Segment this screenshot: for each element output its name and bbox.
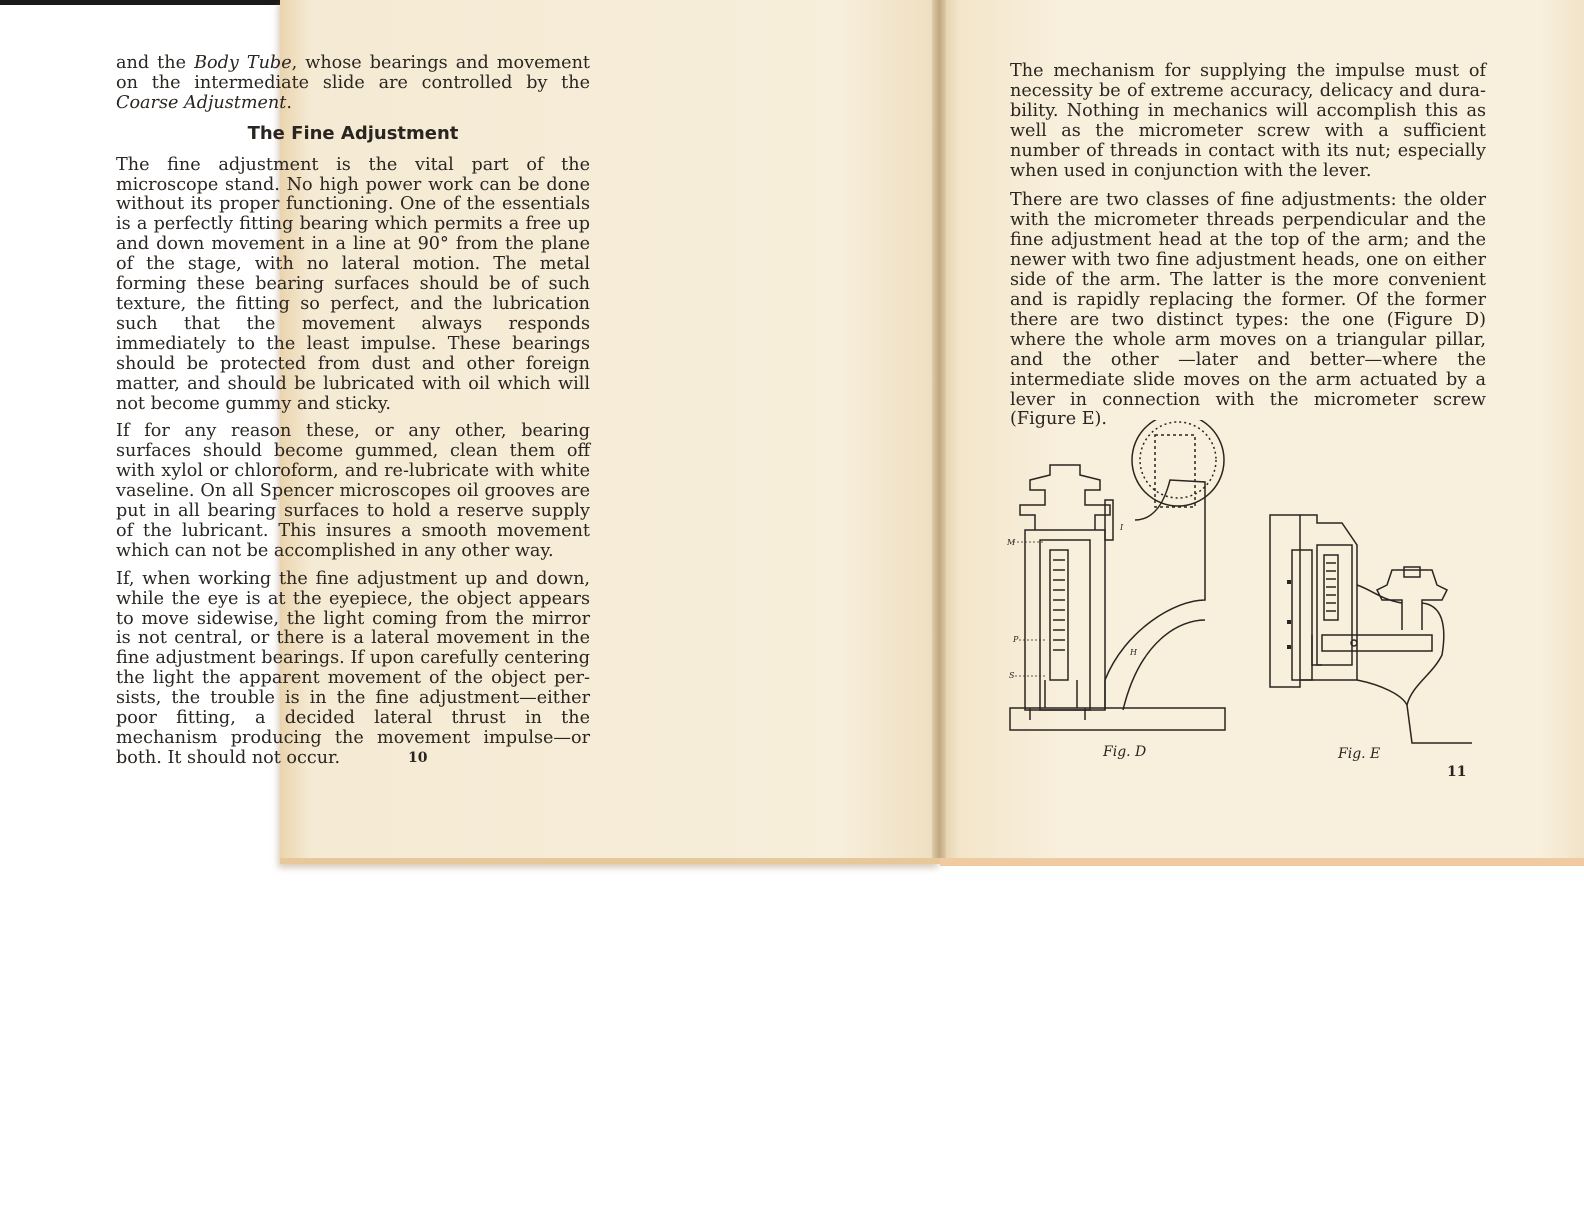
- figure-label: S: [1009, 671, 1015, 680]
- figure-d-illustration: [1005, 420, 1235, 740]
- page-number-left: 10: [408, 750, 428, 766]
- coarse-adjustment-term: Coarse Adjustment: [116, 92, 287, 113]
- figure-d-caption: Fig. D: [1103, 744, 1147, 760]
- page-number-right: 11: [1447, 764, 1467, 780]
- book-gutter: [932, 0, 946, 858]
- paragraph: If, when working the fine adjustment up and down, while the eye is at the eyepiece, the object appears to move sidewise, the light coming from the mirror is not central, or there is a lateral movement in the fine adjustment bearings. If upon carefully centering the light the apparent movement of the object persists, the trouble is in the fine adjustment—either poor fitting, a decided lateral thrust in the mechanism producing the movement impulse—or both. It should not occur.: [116, 568, 590, 768]
- left-page-text: [116, 54, 590, 769]
- figure-label: P: [1013, 635, 1019, 644]
- figure-label: I: [1120, 523, 1124, 532]
- paragraph: There are two classes of fine adjustments: the older with the micrometer threads perpendicular and the fine adjustment head at the top of the arm; and the newer with two fine adjustment heads, one on either side of the arm. The latter is the more convenient and is rapidly replacing the former. Of the former there are two distinct types: the one (Figure D) where the whole arm moves on a triangular pillar, and the other —later and better—where the intermediate slide moves on the arm actuated by a lever in connection with the micrometer screw (Figure E).: [1010, 190, 1486, 430]
- paragraph: If for any reason these, or any other, bearing surfaces should become gummed, clean them off with xylol or chloroform, and re-lubricate with white vaseline. On all Spencer microscopes oil grooves are put in all bearing surfaces to hold a reserve supply of the lubricant. This insures a smooth movement which can not be accomplished in any other way.: [116, 421, 590, 561]
- figure-label: M: [1007, 538, 1016, 547]
- section-heading: The Fine Adjustment: [247, 122, 459, 144]
- paragraph: The mechanism for supplying the impulse must of necessity be of extreme accuracy, delicacy and durability. Nothing in mechanics will accomplish this as well as the micrometer screw with a sufficient number of threads in contact with its nut; especially when used in conjunction with the lever.: [1010, 61, 1486, 181]
- intro-paragraph: and the Body Tube, whose bearings and movement on the intermediate slide are controlled by the Coarse Adjustment.: [116, 53, 590, 113]
- paragraph: The fine adjustment is the vital part of the microscope stand. No high power work can be done without its proper functioning. One of the essentials is a perfectly fitting bearing which permits a free up and down movement in a line at 90° from the plane of the stage, with no lateral motion. The metal forming these bearing surfaces should be of such texture, the fitting so perfect, and the lubrication such that the movement always responds immediately to the least impulse. These bearings should be protected from dust and other foreign matter, and should be lubricated with oil which will not become gummy and sticky.: [116, 154, 590, 414]
- scan-edge: [0, 0, 300, 5]
- figure-label: H: [1130, 648, 1137, 657]
- right-page-text: [1010, 62, 1486, 438]
- figure-e-caption: Fig. E: [1338, 746, 1381, 762]
- figure-e-illustration: [1262, 505, 1477, 750]
- body-tube-term: Body Tube: [194, 53, 292, 73]
